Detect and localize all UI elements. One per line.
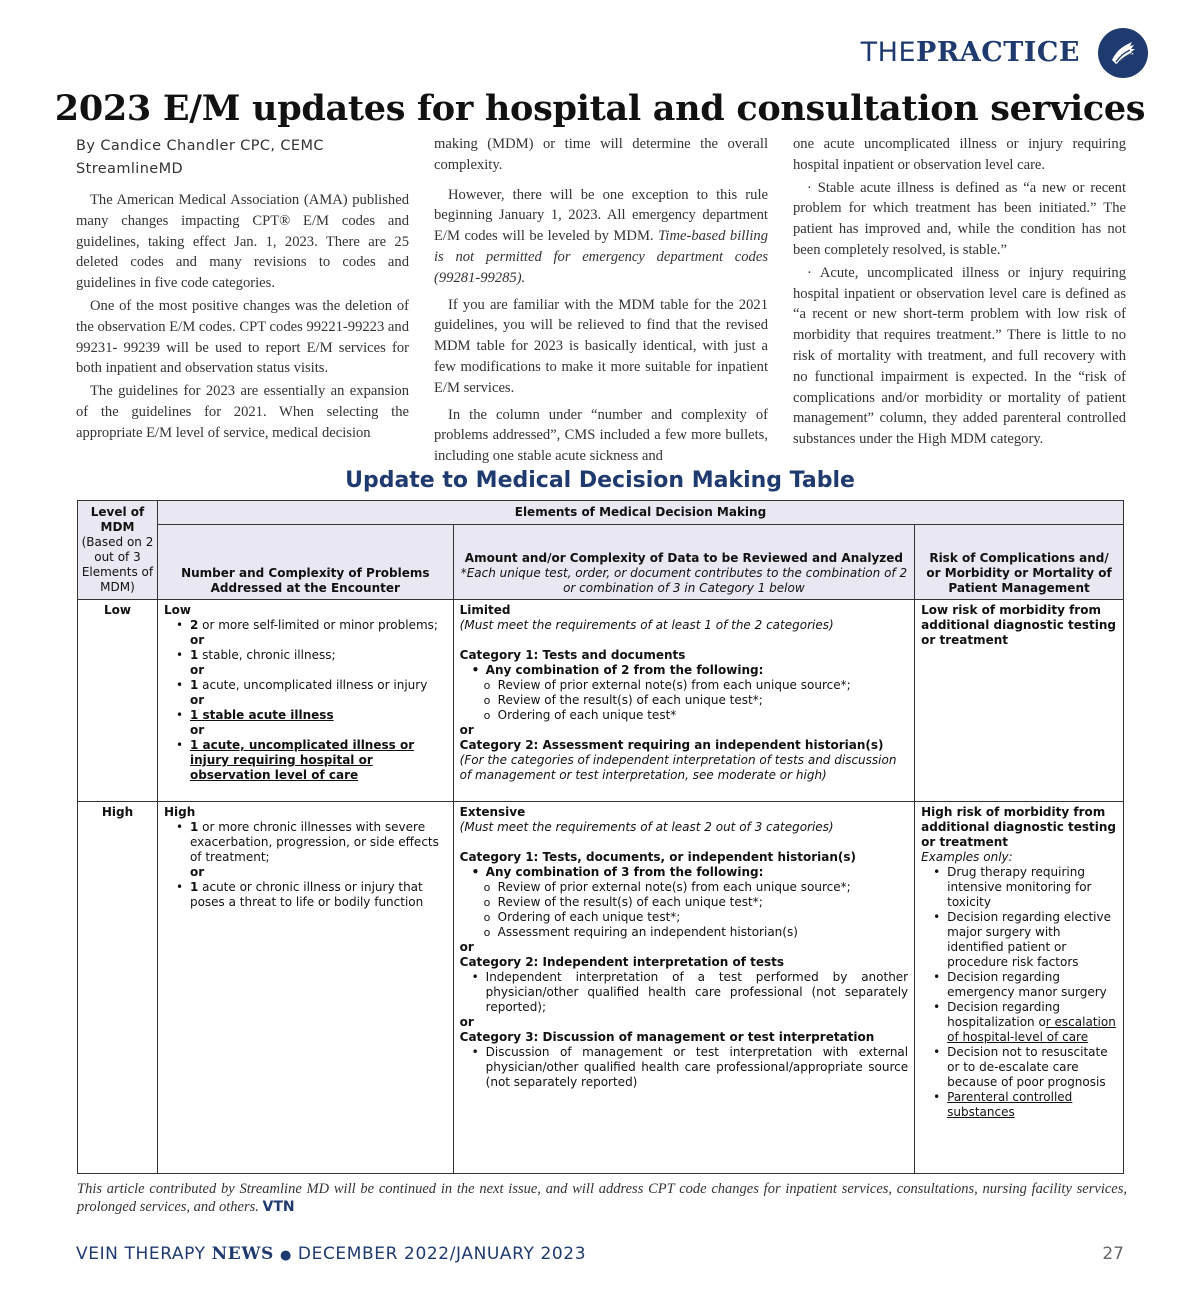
data-subtitle: (Must meet the requirements of at least 2 out of 3 categories) (459, 820, 834, 834)
list-item: o Assessment requiring an independent historian(s) (484, 925, 908, 940)
data-title: Extensive (459, 805, 526, 819)
list-item: • Any combination of 3 from the following: (472, 865, 908, 880)
list-item: o Review of prior external note(s) from each unique source*; (484, 880, 908, 895)
count: 2 (189, 618, 199, 632)
data-header-title: Amount and/or Complexity of Data to be Reviewed and Analyzed (464, 551, 903, 565)
mdm-table (77, 500, 1124, 1174)
paragraph (434, 185, 768, 289)
article-column-3 (793, 134, 1126, 450)
item-text: or more self-limited or minor problems; (198, 618, 438, 632)
problems-list (164, 618, 447, 783)
article-column-2 (434, 134, 768, 467)
article-title: 2023 E/M updates for hospital and consultation services (54, 88, 1146, 129)
page-footer (76, 1244, 586, 1264)
hand-vein-logo-icon (1098, 28, 1148, 78)
item-text: or more chronic illnesses with severe exacerbation, progression, or side effects of treatment; (189, 820, 439, 864)
list-item (176, 678, 447, 708)
list-item (176, 820, 447, 880)
section-label-light: THE (860, 36, 917, 68)
list-item: • Drug therapy requiring intensive monitoring for toxicity (933, 865, 1117, 910)
list-item: • Independent interpretation of a test performed by another physician/other qualified health care professional (not separately reported); (472, 970, 908, 1015)
paragraph: one acute uncomplicated illness or injury requiring hospital inpatient or observation level care. (793, 136, 1126, 173)
level-header-title: Level of MDM (90, 505, 145, 534)
category-1: Category 1: Tests and documents (459, 648, 686, 662)
or-label: or (459, 723, 474, 737)
category-2-note: (For the categories of independent interpretation of tests and discussion of management or test interpretation, see moderate or high) (459, 753, 897, 782)
level-cell: Low (78, 600, 158, 802)
list-item: o Review of the result(s) of each unique test*; (484, 693, 908, 708)
category-2: Category 2: Assessment requiring an independent historian(s) (459, 738, 884, 752)
count: 1 (189, 678, 199, 692)
or-label: or (189, 723, 205, 737)
or-label: or (189, 663, 205, 677)
risk-list (921, 865, 1117, 1120)
problems-list (164, 820, 447, 910)
section-header (861, 30, 1080, 74)
category-list (460, 663, 908, 678)
category-3: Category 3: Discussion of management or test interpretation (459, 1030, 875, 1044)
level-header (78, 501, 158, 600)
paragraph: If you are familiar with the MDM table for the 2021 guidelines, you will be relieved to find that the revised MDM table for 2023 is basically identical, with just a few modifications to make it more suitable for inpatient E/M services. (434, 296, 768, 396)
list-item (176, 708, 447, 738)
problems-cell (157, 600, 453, 802)
sub-list (460, 678, 908, 723)
category-list (460, 1045, 908, 1090)
list-item: o Ordering of each unique test* (484, 708, 908, 723)
item-text: 1 acute, uncomplicated illness or injury requiring hospital or observation level of care (189, 738, 415, 782)
category-2: Category 2: Independent interpretation of tests (459, 955, 784, 969)
item-text: acute, uncomplicated illness or injury (198, 678, 428, 692)
item-text: Decision regarding hospitalization o (947, 1000, 1060, 1029)
risk-header: Risk of Complications and/ or Morbidity or Mortality of Patient Management (915, 525, 1124, 600)
list-item: • Decision regarding elective major surgery with identified patient or procedure risk factors (933, 910, 1117, 970)
problems-cell (157, 802, 453, 1174)
item-text: acute or chronic illness or injury that poses a threat to life or bodily function (189, 880, 424, 909)
data-title: Limited (459, 603, 511, 617)
paragraph: The guidelines for 2023 are essentially an expansion of the guidelines for 2021. When selecting the appropriate E/M level of service, medical decision (76, 383, 409, 441)
publication-name: VEIN THERAPY (76, 1244, 206, 1264)
table-title: Update to Medical Decision Making Table (345, 468, 855, 493)
list-item: o Review of prior external note(s) from each unique source*; (484, 678, 908, 693)
count: 1 (189, 820, 199, 834)
risk-examples-label: Examples only: (921, 850, 1013, 864)
list-item (176, 738, 447, 783)
problems-title: High (163, 805, 196, 819)
list-item (933, 1000, 1117, 1045)
paragraph-italic: Time-based billing is not permitted for emergency department codes (99281-99285). (434, 228, 768, 286)
list-item (176, 880, 447, 910)
category-list (460, 865, 908, 880)
bullet-icon: ● (279, 1248, 292, 1263)
table-row-low (78, 600, 1124, 802)
risk-cell: Low risk of morbidity from additional diagnostic testing or treatment (915, 600, 1124, 802)
or-label: or (189, 633, 205, 647)
paragraph-text: However, there will be one exception to this rule beginning January 1, 2023. All emergency department E/M codes will be leveled by MDM. (434, 186, 768, 245)
footnote-tag: VTN (262, 1199, 295, 1215)
item-text: 1 stable acute illness (189, 708, 334, 722)
elements-header: Elements of Medical Decision Making (157, 501, 1123, 525)
paragraph: In the column under “number and complexity of problems addressed”, CMS included a few more bullets, including one stable acute sickness and (434, 406, 768, 465)
author-name: By Candice Chandler CPC, CEMC (76, 138, 324, 154)
article-footnote (77, 1180, 1127, 1216)
list-item (176, 648, 447, 678)
risk-title: High risk of morbidity from additional diagnostic testing or treatment (921, 805, 1117, 849)
publication-name-bold: NEWS (211, 1244, 274, 1264)
problems-header: Number and Complexity of Problems Addressed at the Encounter (157, 525, 453, 600)
paragraph: One of the most positive changes was the deletion of the observation E/M codes. CPT codes 99221-99223 and 99231- 99239 will be used to report E/M services for both inpatient and observation status visits. (76, 297, 409, 377)
list-item (176, 618, 447, 648)
item-text: stable, chronic illness; (198, 648, 336, 662)
paragraph: · Stable acute illness is defined as “a new or recent problem for which treatment has been initiated.” The patient has improved and, while the condition has not been completely resolved, is stable.” (793, 179, 1126, 258)
sub-list (460, 880, 908, 940)
byline (76, 135, 324, 181)
data-subtitle: (Must meet the requirements of at least 1 of the 2 categories) (459, 618, 834, 632)
data-cell (453, 600, 914, 802)
or-label: or (189, 693, 205, 707)
list-item: • Parenteral controlled substances (933, 1090, 1117, 1120)
category-list (460, 970, 908, 1015)
issue-date: DECEMBER 2022/JANUARY 2023 (297, 1244, 587, 1264)
list-item: o Ordering of each unique test*; (484, 910, 908, 925)
table-row-high (78, 802, 1124, 1174)
paragraph: making (MDM) or time will determine the overall complexity. (434, 136, 768, 173)
list-item: o Review of the result(s) of each unique test*; (484, 895, 908, 910)
section-label-bold: PRACTICE (916, 36, 1080, 68)
level-cell: High (78, 802, 158, 1174)
list-item: • Any combination of 2 from the following: (472, 663, 908, 678)
list-item: • Decision not to resuscitate or to de-escalate care because of poor prognosis (933, 1045, 1117, 1090)
list-item: • Discussion of management or test interpretation with external physician/other qualified health care professional/appropriate source (not separately reported) (472, 1045, 908, 1090)
data-header-note: *Each unique test, order, or document contributes to the combination of 2 or combination of 3 in Category 1 below (460, 566, 908, 595)
problems-title: Low (163, 603, 191, 617)
footnote-text: This article contributed by Streamline MD will be continued in the next issue, and will address CPT code changes for inpatient services, consultations, nursing facility services, prolonged services, and others. (77, 1181, 1127, 1215)
level-header-sub: (Based on 2 out of 3 Elements of MDM) (81, 535, 154, 594)
page-number: 27 (1102, 1244, 1124, 1264)
count: 1 (189, 648, 199, 662)
list-item: • Decision regarding emergency manor surgery (933, 970, 1117, 1000)
category-1: Category 1: Tests, documents, or independent historian(s) (459, 850, 857, 864)
paragraph: The American Medical Association (AMA) published many changes impacting CPT® E/M codes and guidelines, taking effect Jan. 1, 2023. There are 25 deleted codes and many revisions to codes and guidelines in five code categories. (76, 192, 409, 292)
or-label: or (189, 865, 205, 879)
risk-cell (915, 802, 1124, 1174)
item-text-underlined: r escalation of hospital-level of care (947, 1015, 1116, 1044)
paragraph: · Acute, uncomplicated illness or injury requiring hospital inpatient or observation level care is defined as “a recent or new short-term problem with low risk of morbidity that requires treatment.” There is little to no risk of mortality with treatment, and full recovery with no functional impairment is expected. In the “risk of complications and/or morbidity or mortality of patient management” column, they added parenteral controlled substances under the High MDM category. (793, 264, 1126, 448)
or-label: or (459, 940, 474, 954)
or-label: or (459, 1015, 474, 1029)
data-header (453, 525, 914, 600)
author-org: StreamlineMD (76, 161, 184, 177)
article-column-1 (76, 190, 409, 444)
data-cell (453, 802, 914, 1174)
count: 1 (189, 880, 199, 894)
